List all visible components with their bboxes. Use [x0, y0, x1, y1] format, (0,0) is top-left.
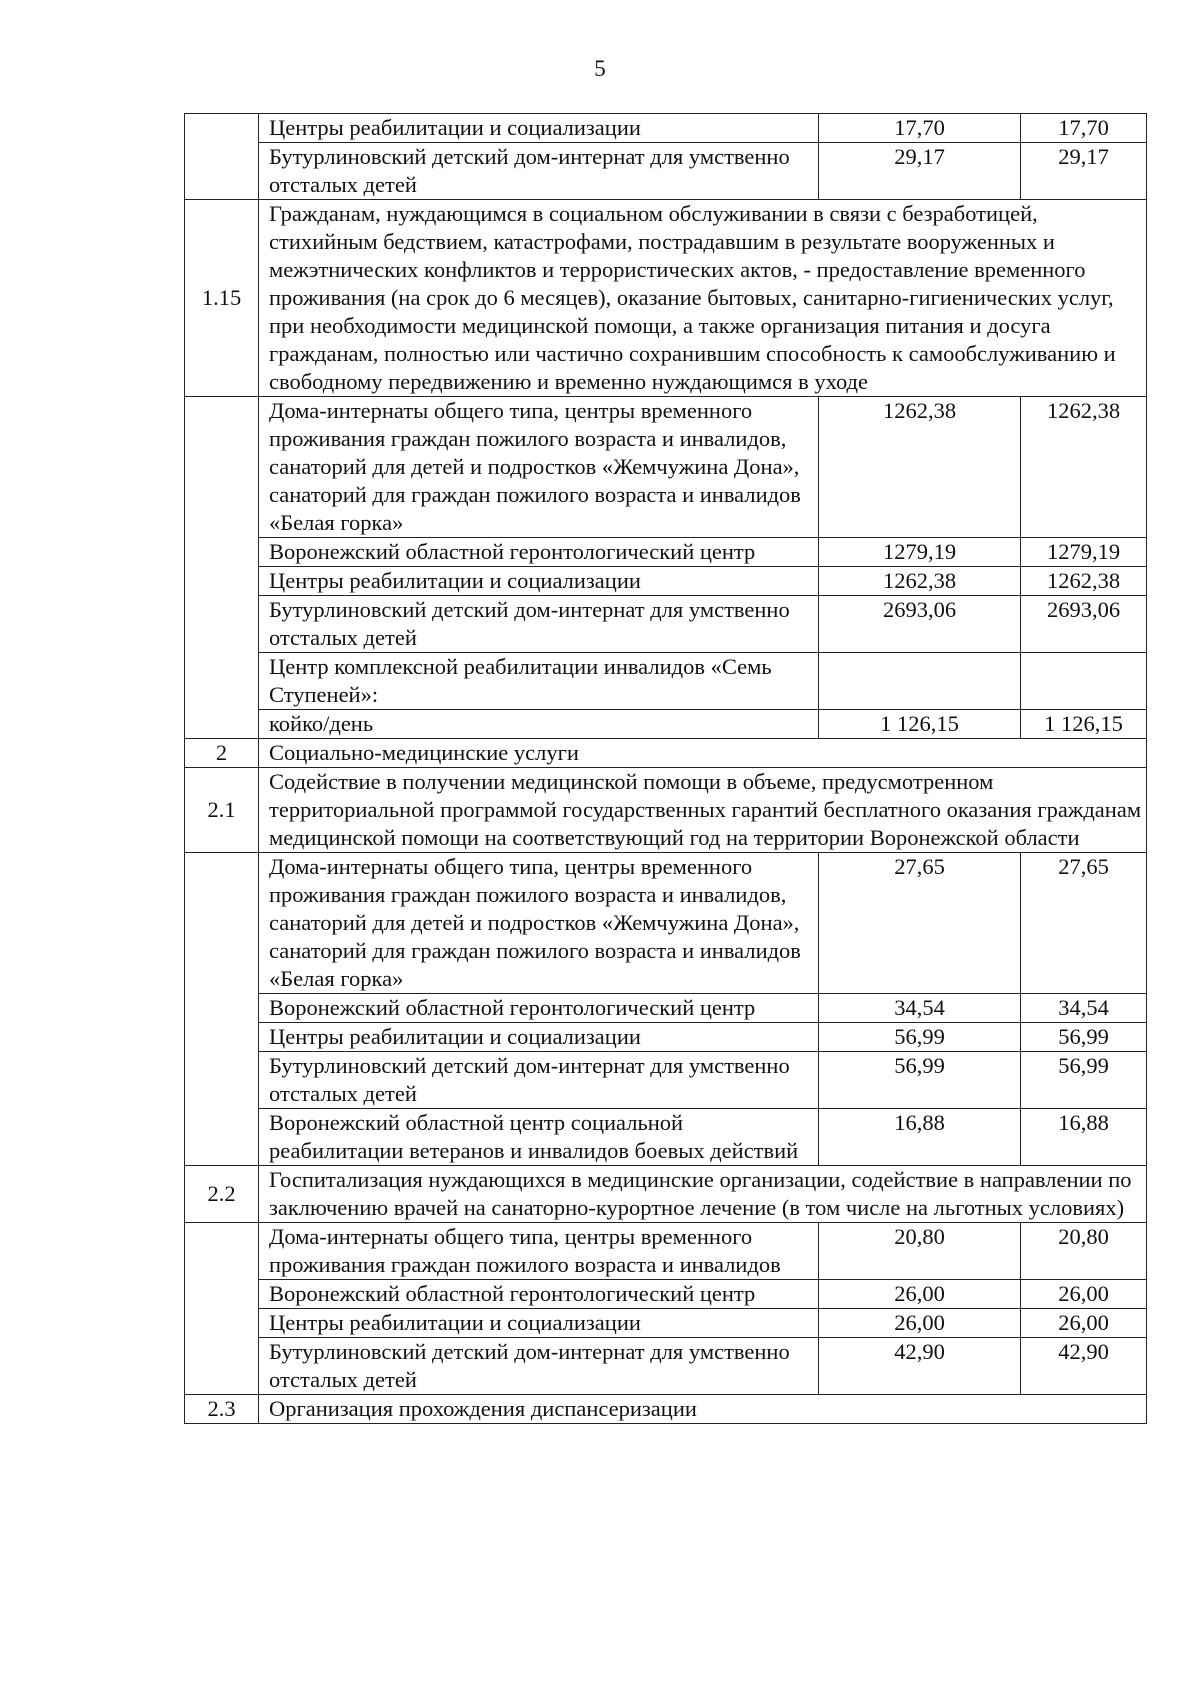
value-cell: 2693,06	[1021, 596, 1147, 653]
table-row	[185, 994, 1147, 1023]
row-number-cell	[185, 397, 259, 739]
table-row	[185, 596, 1147, 653]
value-cell: 56,99	[1021, 1023, 1147, 1052]
table-row	[185, 538, 1147, 567]
table-row	[185, 1338, 1147, 1395]
value-cell: 26,00	[819, 1280, 1021, 1309]
value-cell: 27,65	[819, 853, 1021, 994]
table-row	[185, 1109, 1147, 1166]
section-row	[185, 200, 1147, 397]
institution-name: Воронежский областной геронтологический центр	[259, 994, 819, 1023]
table-row	[185, 567, 1147, 596]
value-cell: 56,99	[1021, 1052, 1147, 1109]
value-cell: 1 126,15	[819, 710, 1021, 739]
value-cell: 34,54	[1021, 994, 1147, 1023]
value-cell: 16,88	[819, 1109, 1021, 1166]
institution-name: Бутурлиновский детский дом-интернат для умственно отсталых детей	[259, 1338, 819, 1395]
value-cell: 27,65	[1021, 853, 1147, 994]
section-description: Организация прохождения диспансеризации	[259, 1395, 1147, 1424]
table-row	[185, 1280, 1147, 1309]
value-cell: 26,00	[1021, 1280, 1147, 1309]
institution-name: Центры реабилитации и социализации	[259, 1309, 819, 1338]
institution-name: Центры реабилитации и социализации	[259, 114, 819, 143]
value-cell: 42,90	[1021, 1338, 1147, 1395]
tariff-table	[184, 113, 1147, 1424]
value-cell: 1262,38	[819, 567, 1021, 596]
value-cell	[1021, 653, 1147, 710]
table-row	[185, 653, 1147, 710]
section-description: Социально-медицинские услуги	[259, 739, 1147, 768]
value-cell: 17,70	[819, 114, 1021, 143]
row-number-cell	[185, 853, 259, 1166]
value-cell: 42,90	[819, 1338, 1021, 1395]
value-cell: 1 126,15	[1021, 710, 1147, 739]
value-cell: 26,00	[1021, 1309, 1147, 1338]
table-row	[185, 1223, 1147, 1280]
institution-name: Воронежский областной центр социальной реабилитации ветеранов и инвалидов боевых действий	[259, 1109, 819, 1166]
value-cell: 1262,38	[819, 397, 1021, 538]
section-row	[185, 1166, 1147, 1223]
section-number: 2.2	[185, 1166, 259, 1223]
value-cell: 56,99	[819, 1052, 1021, 1109]
section-description: Госпитализация нуждающихся в медицинские организации, содействие в направлении по заключению врачей на санаторно-курортное лечение (в том числе на льготных условиях)	[259, 1166, 1147, 1223]
row-number-cell	[185, 114, 259, 200]
institution-name: Бутурлиновский детский дом-интернат для умственно отсталых детей	[259, 596, 819, 653]
value-cell: 56,99	[819, 1023, 1021, 1052]
table-row	[185, 1023, 1147, 1052]
section-description: Содействие в получении медицинской помощи в объеме, предусмотренном территориальной программой государственных гарантий бесплатного оказания гражданам медицинской помощи на соответствующий год на территории Воронежской области	[259, 768, 1147, 853]
institution-name: Центры реабилитации и социализации	[259, 1023, 819, 1052]
institution-name: Центры реабилитации и социализации	[259, 567, 819, 596]
value-cell: 1279,19	[819, 538, 1021, 567]
institution-name: Центр комплексной реабилитации инвалидов «Семь Ступеней»:	[259, 653, 819, 710]
value-cell: 29,17	[819, 143, 1021, 200]
section-row	[185, 739, 1147, 768]
section-number: 2	[185, 739, 259, 768]
page-number: 5	[594, 56, 606, 81]
value-cell: 1262,38	[1021, 397, 1147, 538]
row-number-cell	[185, 1223, 259, 1395]
institution-name: Дома-интернаты общего типа, центры временного проживания граждан пожилого возраста и инвалидов, санаторий для детей и подростков «Жемчужина Дона», санаторий для граждан пожилого возраста и инвалидов «Белая горка»	[259, 853, 819, 994]
institution-name: Бутурлиновский детский дом-интернат для умственно отсталых детей	[259, 143, 819, 200]
institution-name: Воронежский областной геронтологический центр	[259, 1280, 819, 1309]
value-cell: 20,80	[819, 1223, 1021, 1280]
value-cell: 20,80	[1021, 1223, 1147, 1280]
table-row	[185, 1052, 1147, 1109]
table-row	[185, 143, 1147, 200]
value-cell: 34,54	[819, 994, 1021, 1023]
value-cell	[819, 653, 1021, 710]
value-cell: 26,00	[819, 1309, 1021, 1338]
institution-name: Дома-интернаты общего типа, центры временного проживания граждан пожилого возраста и инвалидов	[259, 1223, 819, 1280]
value-cell: 16,88	[1021, 1109, 1147, 1166]
table-row	[185, 853, 1147, 994]
table-row	[185, 710, 1147, 739]
value-cell: 17,70	[1021, 114, 1147, 143]
institution-name: Воронежский областной геронтологический центр	[259, 538, 819, 567]
table-row	[185, 1309, 1147, 1338]
section-row	[185, 1395, 1147, 1424]
section-number: 2.1	[185, 768, 259, 853]
value-cell: 1279,19	[1021, 538, 1147, 567]
institution-name: Бутурлиновский детский дом-интернат для умственно отсталых детей	[259, 1052, 819, 1109]
unit-label: койко/день	[259, 710, 819, 739]
section-description: Гражданам, нуждающимся в социальном обслуживании в связи с безработицей, стихийным бедствием, катастрофами, пострадавшим в результате вооруженных и межэтнических конфликтов и террористических актов, - предоставление временного проживания (на срок до 6 месяцев), оказание бытовых, санитарно-гигиенических услуг, при необходимости медицинской помощи, а также организация питания и досуга гражданам, полностью или частично сохранившим способность к самообслуживанию и свободному передвижению и временно нуждающимся в уходе	[259, 200, 1147, 397]
value-cell: 1262,38	[1021, 567, 1147, 596]
value-cell: 2693,06	[819, 596, 1021, 653]
section-number: 2.3	[185, 1395, 259, 1424]
table-row	[185, 114, 1147, 143]
section-number: 1.15	[185, 200, 259, 397]
institution-name: Дома-интернаты общего типа, центры временного проживания граждан пожилого возраста и инвалидов, санаторий для детей и подростков «Жемчужина Дона», санаторий для граждан пожилого возраста и инвалидов «Белая горка»	[259, 397, 819, 538]
value-cell: 29,17	[1021, 143, 1147, 200]
section-row	[185, 768, 1147, 853]
table-row	[185, 397, 1147, 538]
